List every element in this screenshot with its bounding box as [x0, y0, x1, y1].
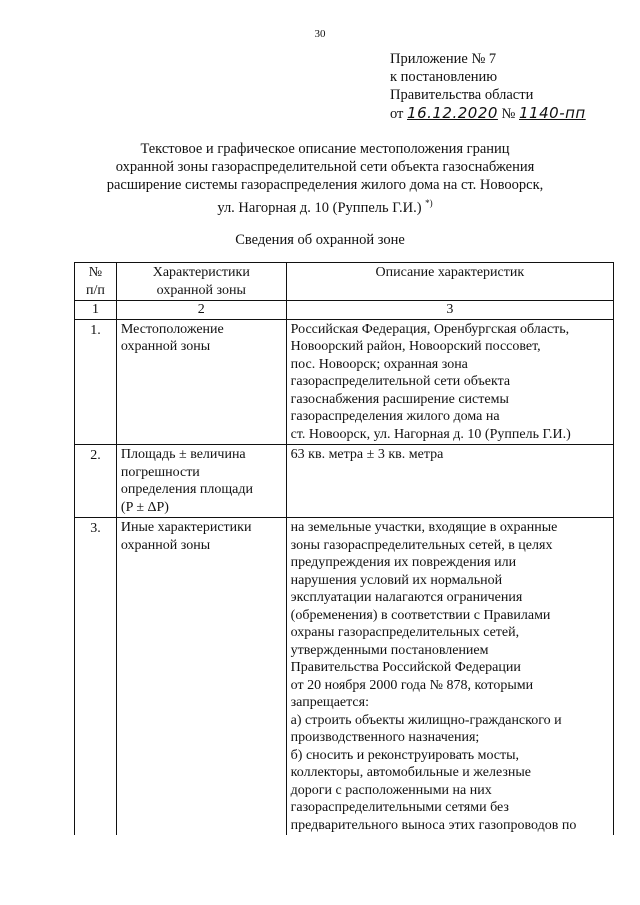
- handwritten-date: 16.12.2020: [407, 104, 498, 122]
- document-title: [60, 140, 590, 217]
- table-index-row: [75, 301, 614, 320]
- title-line-4-text: ул. Нагорная д. 10 (Руппель Г.И.): [217, 199, 422, 216]
- table-row: [75, 518, 614, 836]
- appendix-line-2: к постановлению: [390, 69, 498, 85]
- row-characteristic: Местоположение охранной зоны: [116, 319, 286, 445]
- title-line-4: [60, 194, 590, 217]
- from-word: от: [390, 106, 404, 122]
- row-description: 63 кв. метра ± 3 кв. метра: [286, 445, 613, 518]
- row-characteristic: Площадь ± величина погрешности определения площади (P ± ΔP): [116, 445, 286, 518]
- table-row: [75, 445, 614, 518]
- appendix-line-1: Приложение № 7: [390, 51, 497, 67]
- index-cell: 1: [75, 301, 117, 320]
- table-row: [75, 319, 614, 445]
- appendix-line-4: [390, 104, 586, 123]
- number-sign: №: [501, 106, 516, 122]
- title-line-3: расширение системы газораспределения жилого дома на ст. Новоорск,: [106, 177, 544, 193]
- protection-zone-table: [74, 262, 614, 835]
- page-number: 30: [314, 28, 326, 40]
- table-header-row: [75, 263, 614, 301]
- header-description: Описание характеристик: [286, 263, 613, 301]
- appendix-line-3: Правительства области: [390, 87, 534, 103]
- row-description: Российская Федерация, Оренбургская область, Новоорский район, Новоорский поссовет, пос. Новоорск; охранная зона газораспределительной сети объекта газоснабжения расширение системы газораспределения жилого дома на ст. Новоорск, ул. Нагорная д. 10 (Руппель Г.И.): [286, 319, 613, 445]
- row-number: 2.: [75, 445, 117, 518]
- footnote-mark: *): [425, 198, 433, 208]
- title-line-1: Текстовое и графическое описание местоположения границ: [140, 141, 510, 157]
- section-subtitle: Сведения об охранной зоне: [235, 232, 405, 248]
- header-characteristics: Характеристики охранной зоны: [116, 263, 286, 301]
- handwritten-doc-number: 1140-пп: [519, 104, 586, 122]
- row-description: на земельные участки, входящие в охранные зоны газораспределительных сетей, в целях предупреждения их повреждения или нарушения условий их нормальной эксплуатации налагаются ограничения (обременения) в соответствии с Правилами охраны газораспределительных сетей, утвержденными постановлением Правительства Российской Федерации от 20 ноября 2000 года № 878, которыми запрещается: а) строить объекты жилищно-гражданского и производственного назначения; б) сносить и реконструировать мосты, коллекторы, автомобильные и железные дороги с расположенными на них газораспределительными сетями без предварительного выноса этих газопроводов по: [286, 518, 613, 836]
- header-number: № п/п: [75, 263, 117, 301]
- index-cell: 2: [116, 301, 286, 320]
- row-number: 1.: [75, 319, 117, 445]
- appendix-block: [390, 50, 586, 123]
- index-cell: 3: [286, 301, 613, 320]
- row-number: 3.: [75, 518, 117, 836]
- title-line-2: охранной зоны газораспределительной сети объекта газоснабжения: [115, 159, 535, 175]
- row-characteristic: Иные характеристики охранной зоны: [116, 518, 286, 836]
